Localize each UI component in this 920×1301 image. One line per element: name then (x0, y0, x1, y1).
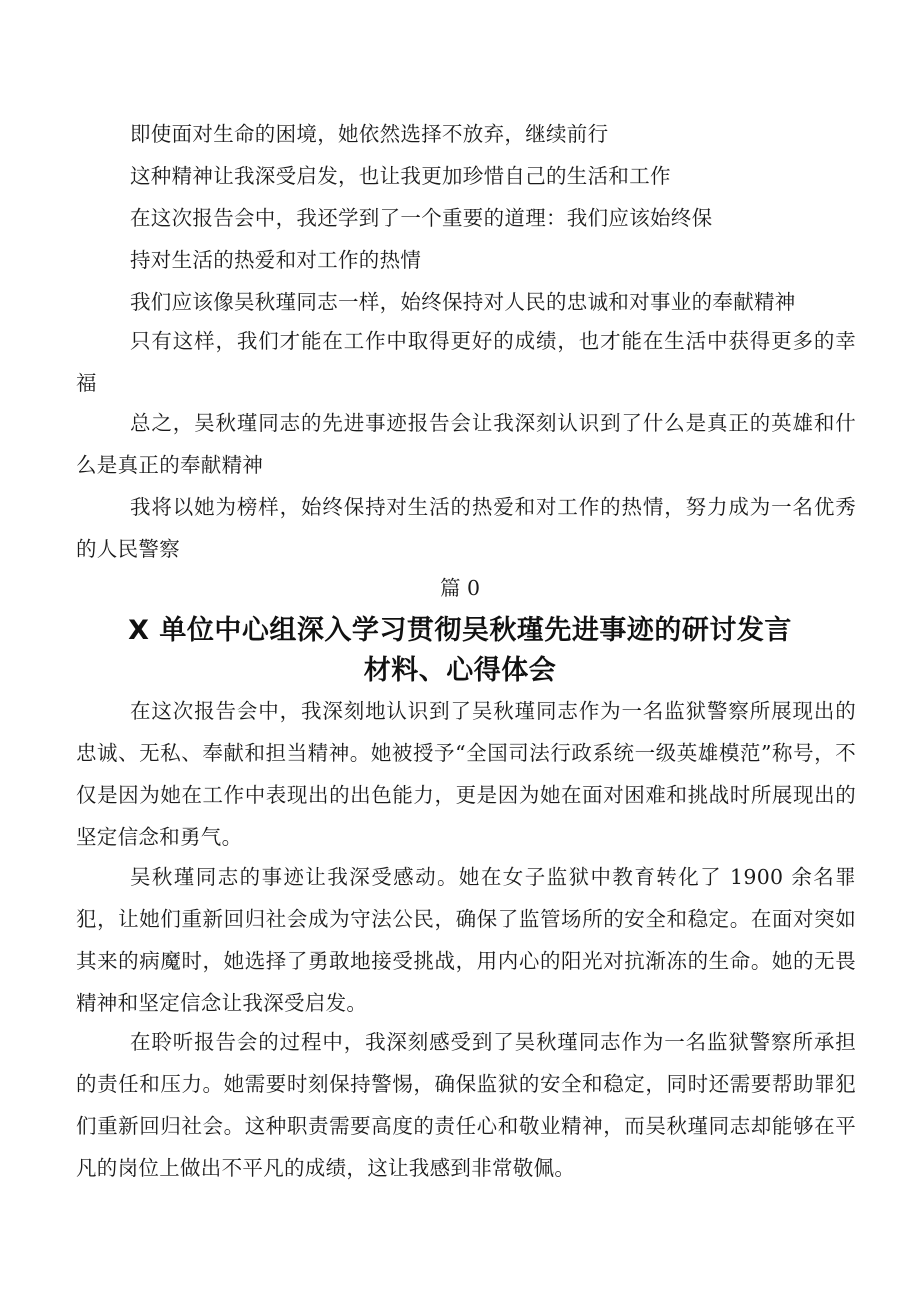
paragraph-role-model: 我将以她为榜样，始终保持对生活的热爱和对工作的热情，努力成为一名优秀的人民警察 (76, 495, 856, 561)
text-line-perseverance: 即使面对生命的困境，她依然选择不放弃，继续前行 (130, 122, 609, 146)
paragraph-body-3: 在聆听报告会的过程中，我深刻感受到了吴秋瑾同志作为一名监狱警察所承担的责任和压力。她需要时刻保持警惕，确保监狱的安全和稳定，同时还需要帮助罪犯们重新回归社会。这种职责需要高度的责任心和敬业精神，而吴秋瑾同志却能够在平凡的岗位上做出不平凡的成绩，这让我感到非常敬佩。 (76, 1030, 856, 1180)
text-line-lesson: 在这次报告会中，我还学到了一个重要的道理：我们应该始终保 (130, 206, 713, 230)
paragraph-summary: 总之，吴秋瑾同志的先进事迹报告会让我深刻认识到了什么是真正的英雄和什么是真正的奉献精神 (76, 411, 856, 477)
text-line-loyalty: 我们应该像吴秋瑾同志一样，始终保持对人民的忠诚和对事业的奉献精神 (130, 290, 796, 314)
text-line-inspiration: 这种精神让我深受启发，也让我更加珍惜自己的生活和工作 (130, 164, 671, 188)
section-label: 篇 0 (439, 576, 481, 600)
article-title-line1: X 单位中心组深入学习贯彻吴秋瑾先进事迹的研讨发言 (128, 615, 792, 646)
paragraph-body-1: 在这次报告会中，我深刻地认识到了吴秋瑾同志作为一名监狱警察所展现出的忠诚、无私、奉献和担当精神。她被授予“全国司法行政系统一级英雄模范”称号，不仅是因为她在工作中表现出的出色能力，更是因为她在面对困难和挑战时所展现出的坚定信念和勇气。 (76, 699, 856, 849)
paragraph-success: 只有这样，我们才能在工作中取得更好的成绩，也才能在生活中获得更多的幸福 (76, 329, 856, 395)
article-title-line2: 材料、心得体会 (363, 655, 557, 686)
text-line-lesson-cont: 持对生活的热爱和对工作的热情 (130, 248, 422, 272)
paragraph-body-2: 吴秋瑾同志的事迹让我深受感动。她在女子监狱中教育转化了 1900 余名罪犯，让她们重新回归社会成为守法公民，确保了监管场所的安全和稳定。在面对突如其来的病魔时，她选择了勇敢地接受挑战，用内心的阳光对抗渐冻的生命。她的无畏精神和坚定信念让我深受启发。 (76, 865, 856, 1015)
